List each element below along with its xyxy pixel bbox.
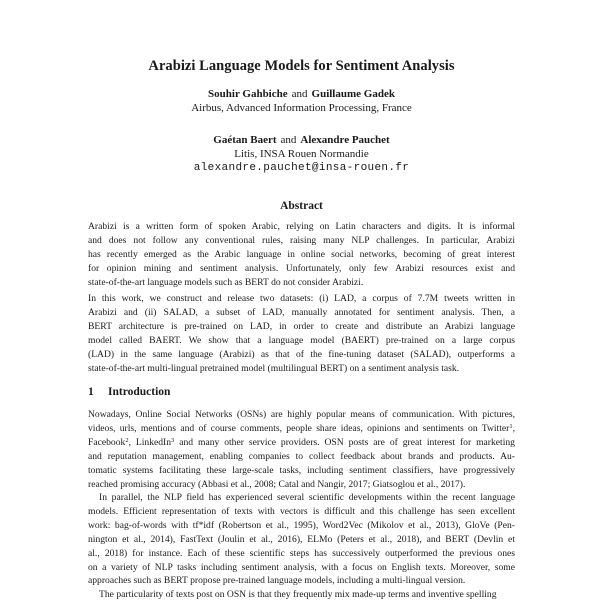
author-email: alexandre.pauchet@insa-rouen.fr xyxy=(193,162,410,174)
text-line: Facebook$^2$, LinkedIn$^3$ and many other service providers. OSN posts are of great interest for marketing xyxy=(88,436,515,448)
text-line: videos, urls, mentions and of course comments, people share ideas, opinions and sentiments on Twitter$^1$, xyxy=(88,422,515,434)
section-number: 1 xyxy=(88,386,94,398)
text-line: In parallel, the NLP field has experienced several scientific developments within the recent language xyxy=(99,492,515,503)
text-line: The particularity of texts post on OSN is that they frequently mix made-up terms and inventive spelling xyxy=(99,589,497,600)
abstract-paragraph-2 xyxy=(88,292,515,375)
section-heading-introduction xyxy=(88,386,515,398)
text-line: al., 2018) for instance. Each of these scientific steps has successively outperformed the previous ones xyxy=(88,547,515,559)
text-line: Arabizi is a written form of spoken Arabic, relying on Latin characters and digits. It is informal xyxy=(88,221,515,232)
author-line-2 xyxy=(88,133,515,147)
text-line: BERT architecture is pre-trained on LAD, in order to create and distribute an Arabizi language xyxy=(88,320,515,332)
author-name: Souhir Gahbiche xyxy=(208,88,288,100)
intro-paragraph-1 xyxy=(88,408,515,491)
author-name: Guillaume Gadek xyxy=(311,88,395,100)
text-line: and does not follow any conventional rules, raising many NLP challenges. In particular, Arabizi xyxy=(88,234,515,246)
text-line: approaches such as BERT propose pre-trained language models, including a multi-lingual version. xyxy=(88,575,466,587)
text-line: has recently emerged as the Arabic language in online social networks, becoming of great interest xyxy=(88,248,515,260)
section-title: Introduction xyxy=(108,386,171,398)
paper-title: Arabizi Language Models for Sentiment Analysis xyxy=(148,58,455,74)
text-line: state-of-the-art language models such as BERT do not consider Arabizi. xyxy=(88,276,364,288)
affiliation-2: Litis, INSA Rouen Normandie xyxy=(234,148,369,160)
text-line: model called BAERT. We show that a language model (BAERT) pre-trained on a large corpus xyxy=(88,334,515,346)
text-line: In this work, we construct and release two datasets: (i) LAD, a corpus of 7.7M tweets written in xyxy=(88,293,515,304)
author-name: Alexandre Pauchet xyxy=(300,134,390,146)
text-line: Arabizi and (ii) SALAD, a subset of LAD, manually annotated for sentiment analysis. Then, a xyxy=(88,306,515,318)
author-name: Gaétan Baert xyxy=(213,134,277,146)
abstract-paragraph-1 xyxy=(88,220,515,290)
text-line: work: bag-of-words with tf*idf (Robertson et al., 1995), Word2Vec (Mikolov et al., 2013), GloVe (Pen- xyxy=(88,519,515,531)
text-line: tomatic systems facilitating these large-scale tasks, including sentiment classifiers, have progressively xyxy=(88,464,515,476)
abstract-heading: Abstract xyxy=(280,200,323,212)
author-line-1 xyxy=(88,87,515,101)
text-line: on a variety of NLP tasks including sentiment analysis, with a focus on English texts. Moreover, some xyxy=(88,561,515,573)
text-line: for opinion mining and sentiment analysis. Unfortunately, only few Arabizi resources exist and xyxy=(88,262,515,274)
text-line: Nowadays, Online Social Networks (OSNs) are highly popular means of communication. With pictures, xyxy=(88,409,515,420)
text-line: nington et al., 2014), FastText (Joulin et al., 2016), ELMo (Peters et al., 2018), and BERT (Devlin et xyxy=(88,533,515,545)
text-line: (LAD) in the same language (Arabizi) as that of the fine-tuning dataset (SALAD), outperforms a xyxy=(88,348,515,360)
footnote-marker: 1 xyxy=(509,422,513,430)
text-line: state-of-the-art multi-lingual pretrained model (multilingual BERT) on a sentiment analysis task. xyxy=(88,362,460,374)
text-line: reached promising accuracy (Abbasi et al., 2008; Catal and Nangir, 2017; Giatsoglou et al., 2017). xyxy=(88,478,466,490)
footnote-marker: 2 xyxy=(125,436,129,444)
author-conjunction: and xyxy=(291,88,308,100)
footnote-marker: 3 xyxy=(171,436,175,444)
affiliation-1: Airbus, Advanced Information Processing, France xyxy=(191,102,412,114)
author-conjunction: and xyxy=(280,134,297,146)
text-line: and reputation management, enabling companies to collect feedback about brands and products. Au- xyxy=(88,450,515,462)
text-line: models. Efficient representation of texts with vectors is difficult and this challenge has seen excellent xyxy=(88,505,515,517)
intro-paragraph-2 xyxy=(88,491,515,588)
